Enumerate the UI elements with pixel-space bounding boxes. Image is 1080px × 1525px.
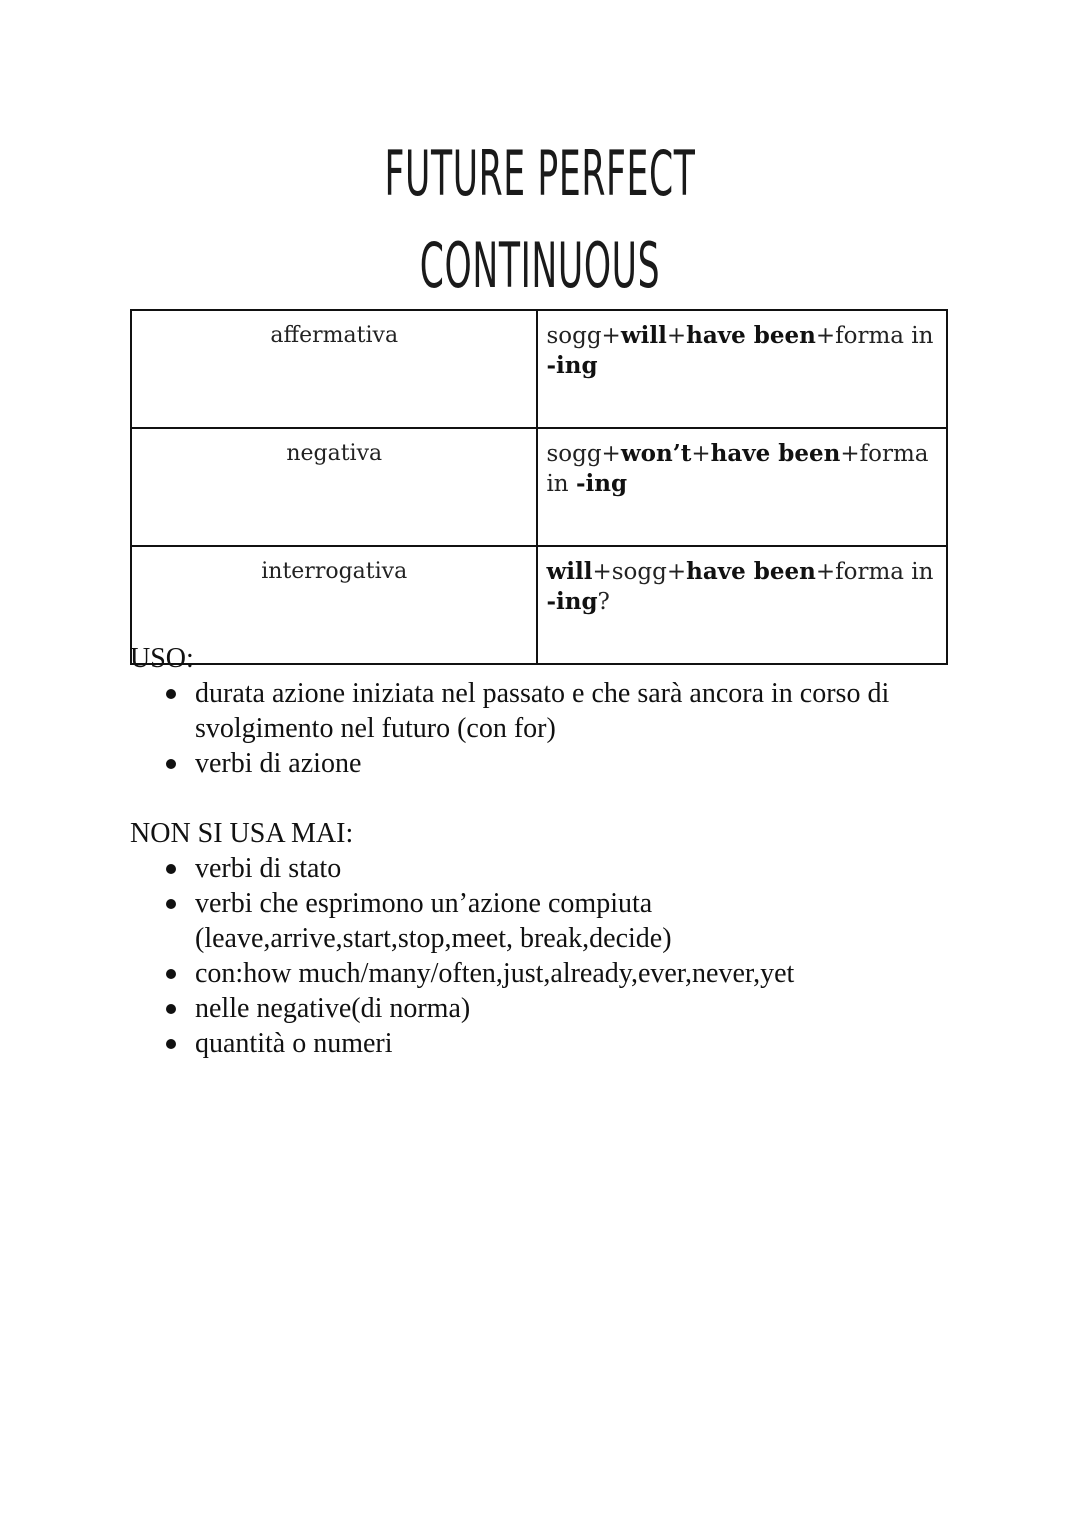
formula-text: sogg+ xyxy=(546,441,621,467)
title-line-2: CONTINUOUS xyxy=(419,229,661,302)
formula-text: sogg+ xyxy=(546,323,621,349)
list-item: con:how much/many/often,just,already,ever,never,yet xyxy=(195,956,960,991)
form-formula xyxy=(537,428,947,546)
list-item: quantità o numeri xyxy=(195,1026,960,1061)
page-title xyxy=(205,128,875,312)
list-item: durata azione iniziata nel passato e che sarà ancora in corso di svolgimento nel futuro (con for) xyxy=(195,676,960,746)
formula-text: +forma in xyxy=(815,559,934,585)
formula-text: + xyxy=(666,323,687,349)
list-item: verbi di stato xyxy=(195,851,960,886)
form-formula xyxy=(537,310,947,428)
formula-keyword: won’t xyxy=(620,440,692,467)
formula-keyword: -ing xyxy=(575,470,628,497)
formula-keyword: have been xyxy=(710,440,841,467)
uso-heading: USO: xyxy=(130,643,194,674)
formula-keyword: have been xyxy=(686,322,816,349)
list-item: verbi che esprimono un’azione compiuta (leave,arrive,start,stop,meet, break,decide) xyxy=(195,886,960,956)
title-line-1: FUTURE PERFECT xyxy=(384,137,696,210)
table-row xyxy=(131,310,947,428)
formula-keyword: will xyxy=(620,322,667,349)
verb-forms-table xyxy=(130,309,948,665)
list-item: verbi di azione xyxy=(195,746,960,781)
list-item: nelle negative(di norma) xyxy=(195,991,960,1026)
non-si-usa-list xyxy=(130,851,960,1061)
formula-text: +forma in xyxy=(546,441,929,497)
formula-text: ? xyxy=(597,589,610,615)
table-row xyxy=(131,428,947,546)
non-si-usa-section xyxy=(130,816,960,1061)
formula-text: +forma in xyxy=(815,323,934,349)
form-label: affermativa xyxy=(131,310,537,428)
formula-text: + xyxy=(691,441,711,467)
uso-list xyxy=(130,676,960,781)
formula-keyword: -ing xyxy=(546,352,598,379)
formula-keyword: -ing xyxy=(546,588,598,615)
form-label: negativa xyxy=(131,428,537,546)
formula-keyword: will xyxy=(546,558,593,585)
uso-section xyxy=(130,641,960,781)
formula-keyword: have been xyxy=(686,558,816,585)
formula-text: +sogg+ xyxy=(592,559,687,585)
form-label: interrogativa xyxy=(131,546,537,664)
non-si-usa-heading: NON SI USA MAI: xyxy=(130,818,354,849)
